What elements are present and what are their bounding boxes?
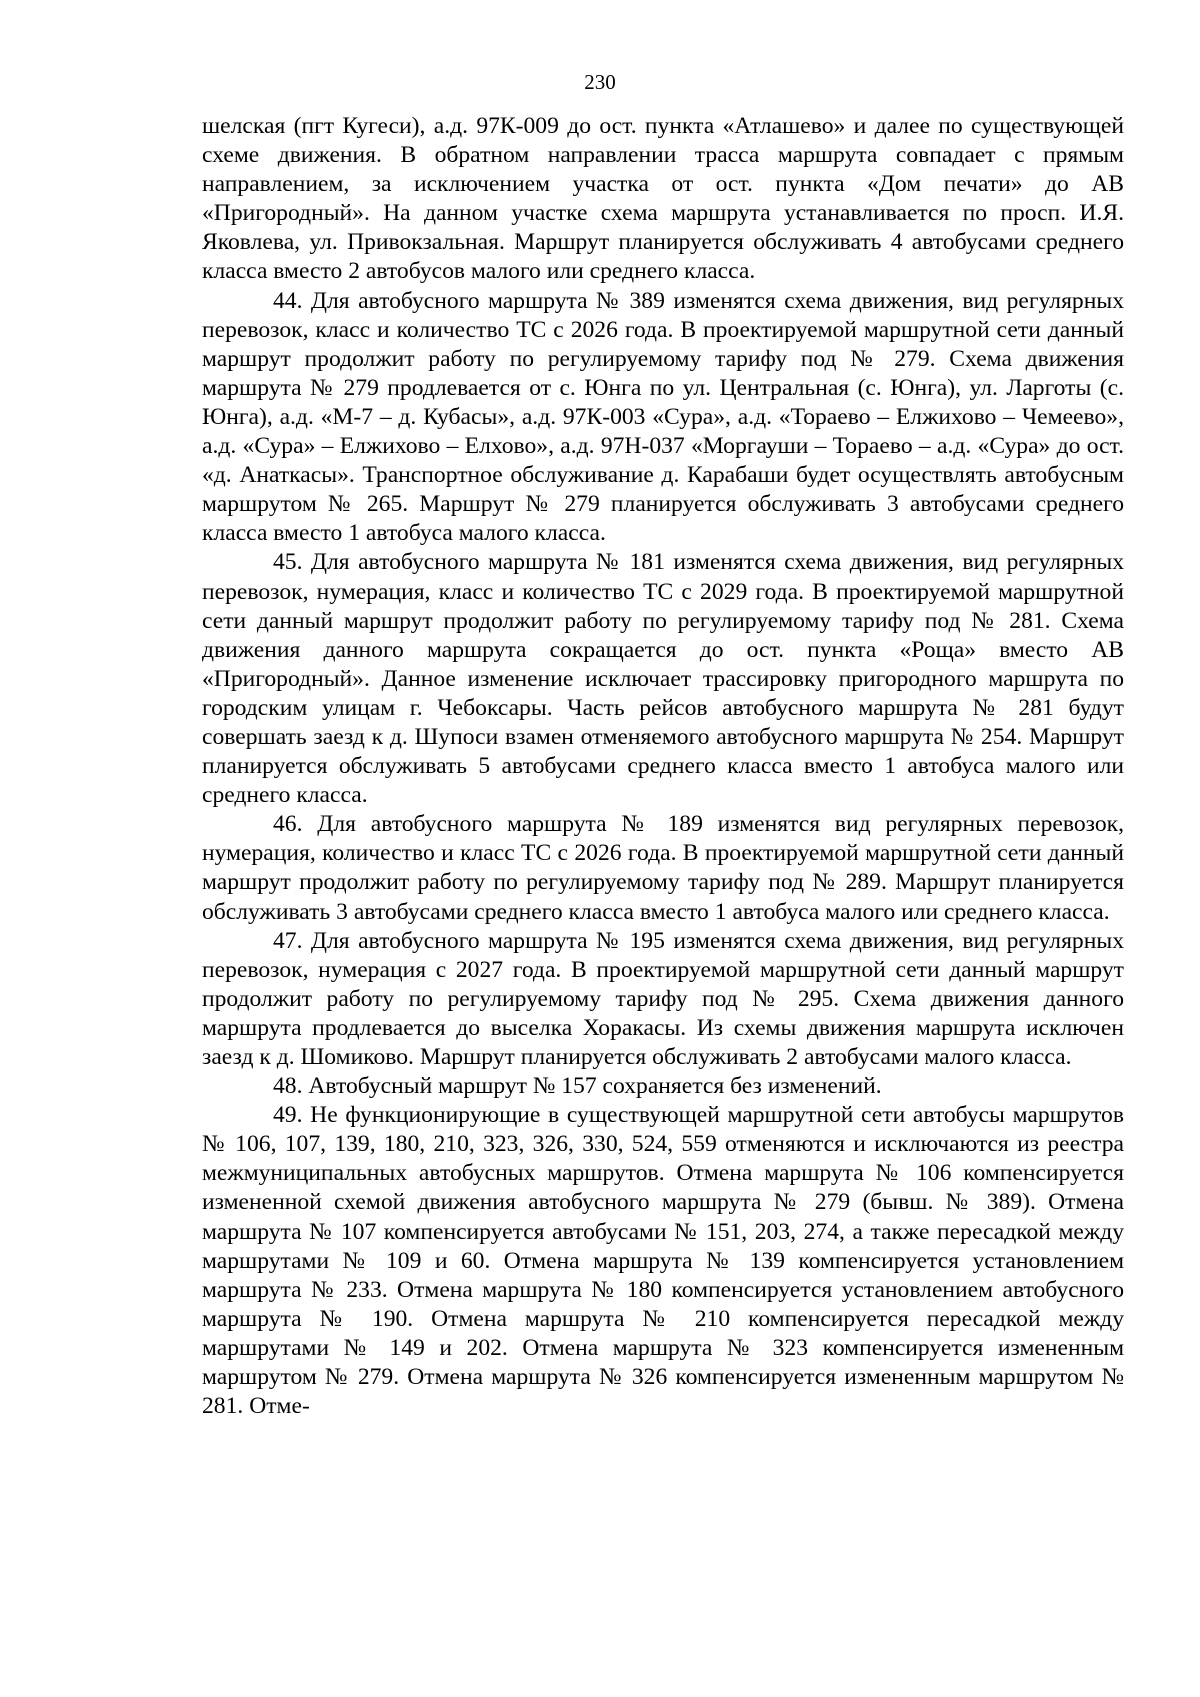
paragraph-item-45: 45. Для автобусного маршрута № 181 изменятся схема движения, вид регулярных перевозок, нумерация, класс и количество ТС с 2029 года. В проектируемой маршрутной сети данный маршрут продолжит работу по регулируемому тарифу под № 281. Схема движения данного маршрута сокращается до ост. пункта «Роща» вместо АВ «Пригородный». Данное изменение исключает трассировку пригородного маршрута по городским улицам г. Чебоксары. Часть рейсов автобусного маршрута № 281 будут совершать заезд к д. Шупоси взамен отменяемого автобусного маршрута № 254. Маршрут планируется обслуживать 5 автобусами среднего класса вместо 1 автобуса малого или среднего класса.	[202, 549, 1124, 809]
paragraph-item-49: 49. Не функционирующие в существующей маршрутной сети автобусы маршрутов № 106, 107, 139, 180, 210, 323, 326, 330, 524, 559 отменяются и исключаются из реестра межмуниципальных автобусных маршрутов. Отмена маршрута № 106 компенсируется измененной схемой движения автобусного маршрута № 279 (бывш. № 389). Отмена маршрута № 107 компенсируется автобусами № 151, 203, 274, а также пересадкой между маршрутами № 109 и 60. Отмена маршрута № 139 компенсируется установлением маршрута № 233. Отмена маршрута № 180 компенсируется установлением автобусного маршрута № 190. Отмена маршрута № 210 компенсируется пересадкой между маршрутами № 149 и 202. Отмена маршрута № 323 компенсируется измененным маршрутом № 279. Отмена маршрута № 326 компенсируется измененным маршрутом № 281. Отме-	[202, 1102, 1124, 1420]
paragraph-item-47: 47. Для автобусного маршрута № 195 изменятся схема движения, вид регулярных перевозок, нумерация с 2027 года. В проектируемой маршрутной сети данный маршрут продолжит работу по регулируемому тарифу под № 295. Схема движения данного маршрута продлевается до выселка Хоракасы. Из схемы движения маршрута исключен заезд к д. Шомиково. Маршрут планируется обслуживать 2 автобусами малого класса.	[202, 927, 1124, 1070]
paragraph-continuation: шелская (пгт Кугеси), а.д. 97К-009 до ост. пункта «Атлашево» и далее по существующей схеме движения. В обратном направлении трасса маршрута совпадает с прямым направлением, за исключением участка от ост. пункта «Дом печати» до АВ «Пригородный». На данном участке схема маршрута устанавливается по просп. И.Я. Яковлева, ул. Привокзальная. Маршрут планируется обслуживать 4 автобусами среднего класса вместо 2 автобусов малого или среднего класса.	[202, 113, 1124, 285]
paragraph-item-46: 46. Для автобусного маршрута № 189 изменятся вид регулярных перевозок, нумерация, количество и класс ТС с 2026 года. В проектируемой маршрутной сети данный маршрут продолжит работу по регулируемому тарифу под № 289. Маршрут планируется обслуживать 3 автобусами среднего класса вместо 1 автобуса малого или среднего класса.	[202, 811, 1124, 925]
paragraph-item-44: 44. Для автобусного маршрута № 389 изменятся схема движения, вид регулярных перевозок, класс и количество ТС с 2026 года. В проектируемой маршрутной сети данный маршрут продолжит работу по регулируемому тарифу под № 279. Схема движения маршрута № 279 продлевается от с. Юнга по ул. Центральная (с. Юнга), ул. Ларготы (с. Юнга), а.д. «М-7 – д. Кубасы», а.д. 97К-003 «Сура», а.д. «Тораево – Елжихово – Чемеево», а.д. «Сура» – Елжихово – Елхово», а.д. 97Н-037 «Моргауши – Тораево – а.д. «Сура» до ост. «д. Анаткасы». Транспортное обслуживание д. Карабаши будет осуществлять автобусным маршрутом № 265. Маршрут № 279 планируется обслуживать 3 автобусами среднего класса вместо 1 автобуса малого класса.	[202, 287, 1124, 547]
document-body	[202, 112, 1124, 1421]
paragraph-item-48: 48. Автобусный маршрут № 157 сохраняется без изменений.	[273, 1073, 882, 1100]
page-number: 230	[584, 70, 616, 94]
